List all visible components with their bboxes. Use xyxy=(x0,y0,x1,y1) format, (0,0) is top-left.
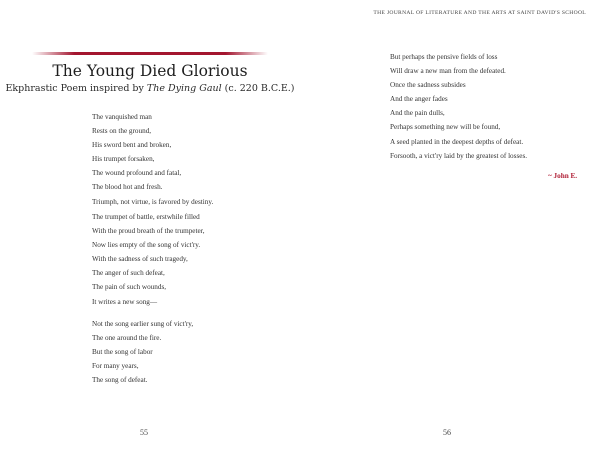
poem-line: Not the song earlier sung of vict'ry, xyxy=(92,320,194,328)
stanza-2 xyxy=(92,210,205,309)
poem-line: It writes a new song— xyxy=(92,297,158,306)
poem-line: With the sadness of such tragedy, xyxy=(92,255,188,264)
poem-line: The wound profound and fatal, xyxy=(92,169,182,178)
poem-line: Will draw a new man from the defeated. xyxy=(390,67,506,76)
poem-line: The blood hot and fresh. xyxy=(92,183,163,192)
poem-line: The pain of such wounds, xyxy=(92,283,167,292)
stanza-3 xyxy=(92,317,193,387)
stanza-4 xyxy=(390,50,527,163)
right-page xyxy=(300,0,600,463)
poem-line: The anger of such defeat, xyxy=(92,269,165,278)
subtitle-suffix: (c. 220 B.C.E.) xyxy=(221,83,295,94)
poem-line: Perhaps something new will be found, xyxy=(390,123,501,132)
stanza-1 xyxy=(92,110,213,209)
page-number-left: 55 xyxy=(140,428,148,437)
poem-subtitle xyxy=(0,83,300,94)
poem-line: The trumpet of battle, erstwhile filled xyxy=(92,213,200,221)
poem-line: Now lies empty of the song of vict'ry. xyxy=(92,241,201,250)
poem-line: His trumpet forsaken, xyxy=(92,155,155,164)
subtitle-prefix: Ekphrastic Poem inspired by xyxy=(5,83,147,94)
poem-line: With the proud breath of the trumpeter, xyxy=(92,227,205,236)
poem-line: Once the sadness subsides xyxy=(390,81,466,90)
poem-line: But perhaps the pensive fields of loss xyxy=(390,53,498,61)
poem-line: The song of defeat. xyxy=(92,376,148,385)
poem-line: The one around the fire. xyxy=(92,334,162,343)
subtitle-artwork: The Dying Gaul xyxy=(146,83,222,94)
poem-line: A seed planted in the deepest depths of defeat. xyxy=(390,137,524,146)
poem-line: Triumph, not virtue, is favored by destiny. xyxy=(92,197,214,206)
poem-line: And the anger fades xyxy=(390,95,448,104)
poem-title: The Young Died Glorious xyxy=(52,62,248,80)
poem-line: For many years, xyxy=(92,362,139,371)
poem-line: But the song of labor xyxy=(92,348,153,357)
poem-line: Rests on the ground, xyxy=(92,127,152,136)
poem-line: The vanquished man xyxy=(92,113,152,121)
poem-line: And the pain dulls, xyxy=(390,109,445,118)
decorative-rule xyxy=(32,52,268,55)
poem-line: Forsooth, a vict'ry laid by the greatest of losses. xyxy=(390,151,528,160)
page-number-right: 56 xyxy=(443,428,451,437)
running-header: THE JOURNAL OF LITERATURE AND THE ARTS AT SAINT DAVID'S SCHOOL xyxy=(373,10,586,16)
author-signature: ~ John E. xyxy=(548,172,578,180)
poem-line: His sword bent and broken, xyxy=(92,141,172,150)
